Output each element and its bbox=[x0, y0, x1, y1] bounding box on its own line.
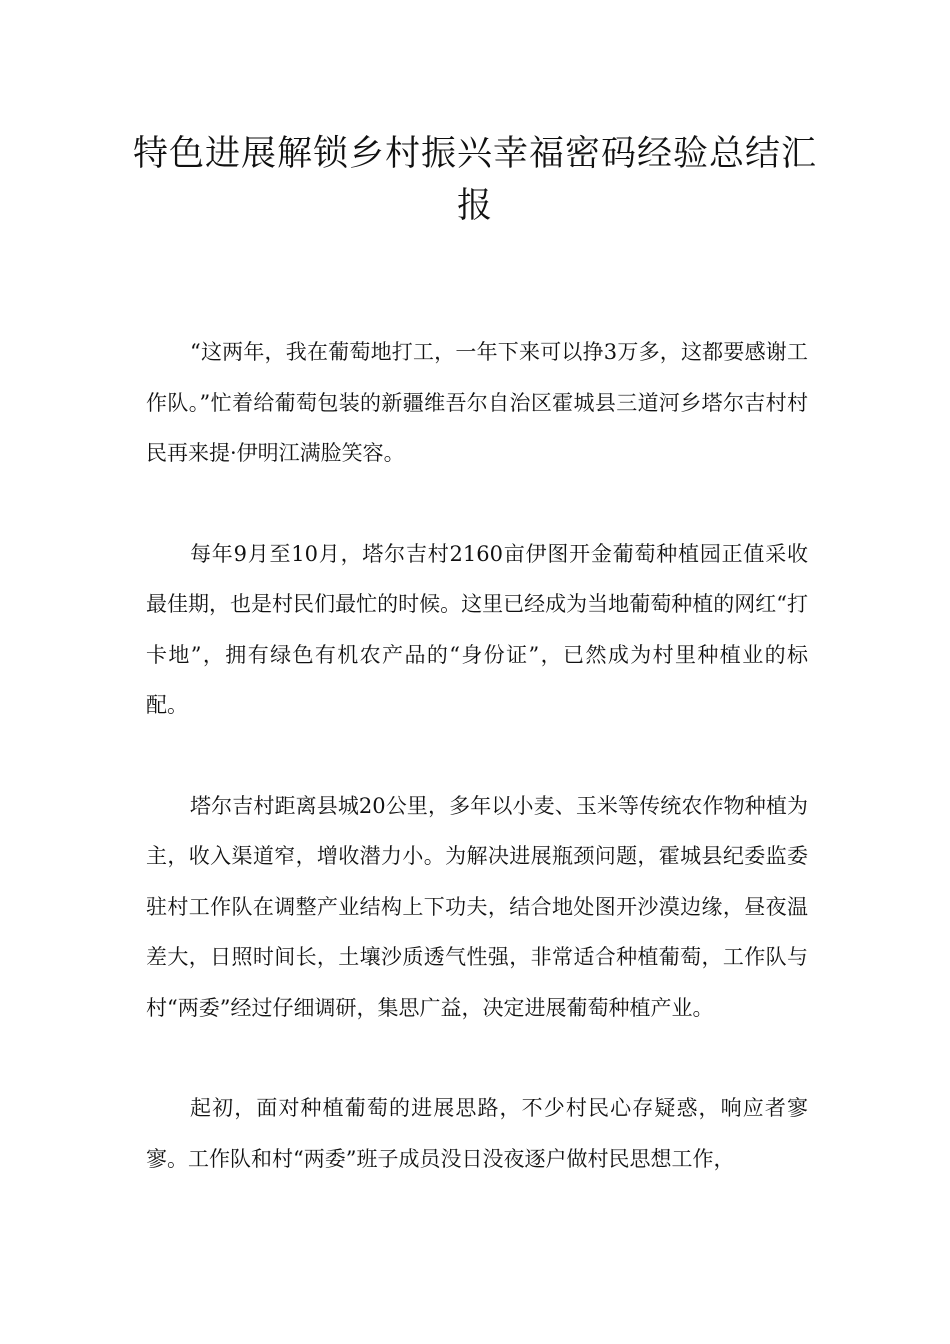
paragraph: 塔尔吉村距离县城20公里，多年以小麦、玉米等传统农作物种植为主，收入渠道窄，增收潜力小。为解决进展瓶颈问题，霍城县纪委监委驻村工作队在调整产业结构上下功夫，结合地处图开沙漠边缘，昼夜温差大，日照时间长，土壤沙质透气性强，非常适合种植葡萄，工作队与村“两委”经过仔细调研，集思广益，决定进展葡萄种植产业。 bbox=[146, 793, 808, 1020]
paragraph: 起初，面对种植葡萄的进展思路，不少村民心存疑惑，响应者寥寥。工作队和村“两委”班子成员没日没夜逐户做村民思想工作， bbox=[146, 1096, 808, 1171]
document-title: 特色进展解锁乡村振兴幸福密码经验总结汇报 bbox=[132, 134, 817, 226]
paragraph: “这两年，我在葡萄地打工，一年下来可以挣3万多，这都要感谢工作队。”忙着给葡萄包装的新疆维吾尔自治区霍城县三道河乡塔尔吉村村民再来提·伊明江满脸笑容。 bbox=[146, 340, 808, 465]
paragraph: 每年9月至10月，塔尔吉村2160亩伊图开金葡萄种植园正值采收最佳期，也是村民们最忙的时候。这里已经成为当地葡萄种植的网红“打卡地”，拥有绿色有机农产品的“身份证”，已然成为村里种植业的标配。 bbox=[146, 541, 808, 717]
document-body bbox=[146, 327, 808, 1234]
